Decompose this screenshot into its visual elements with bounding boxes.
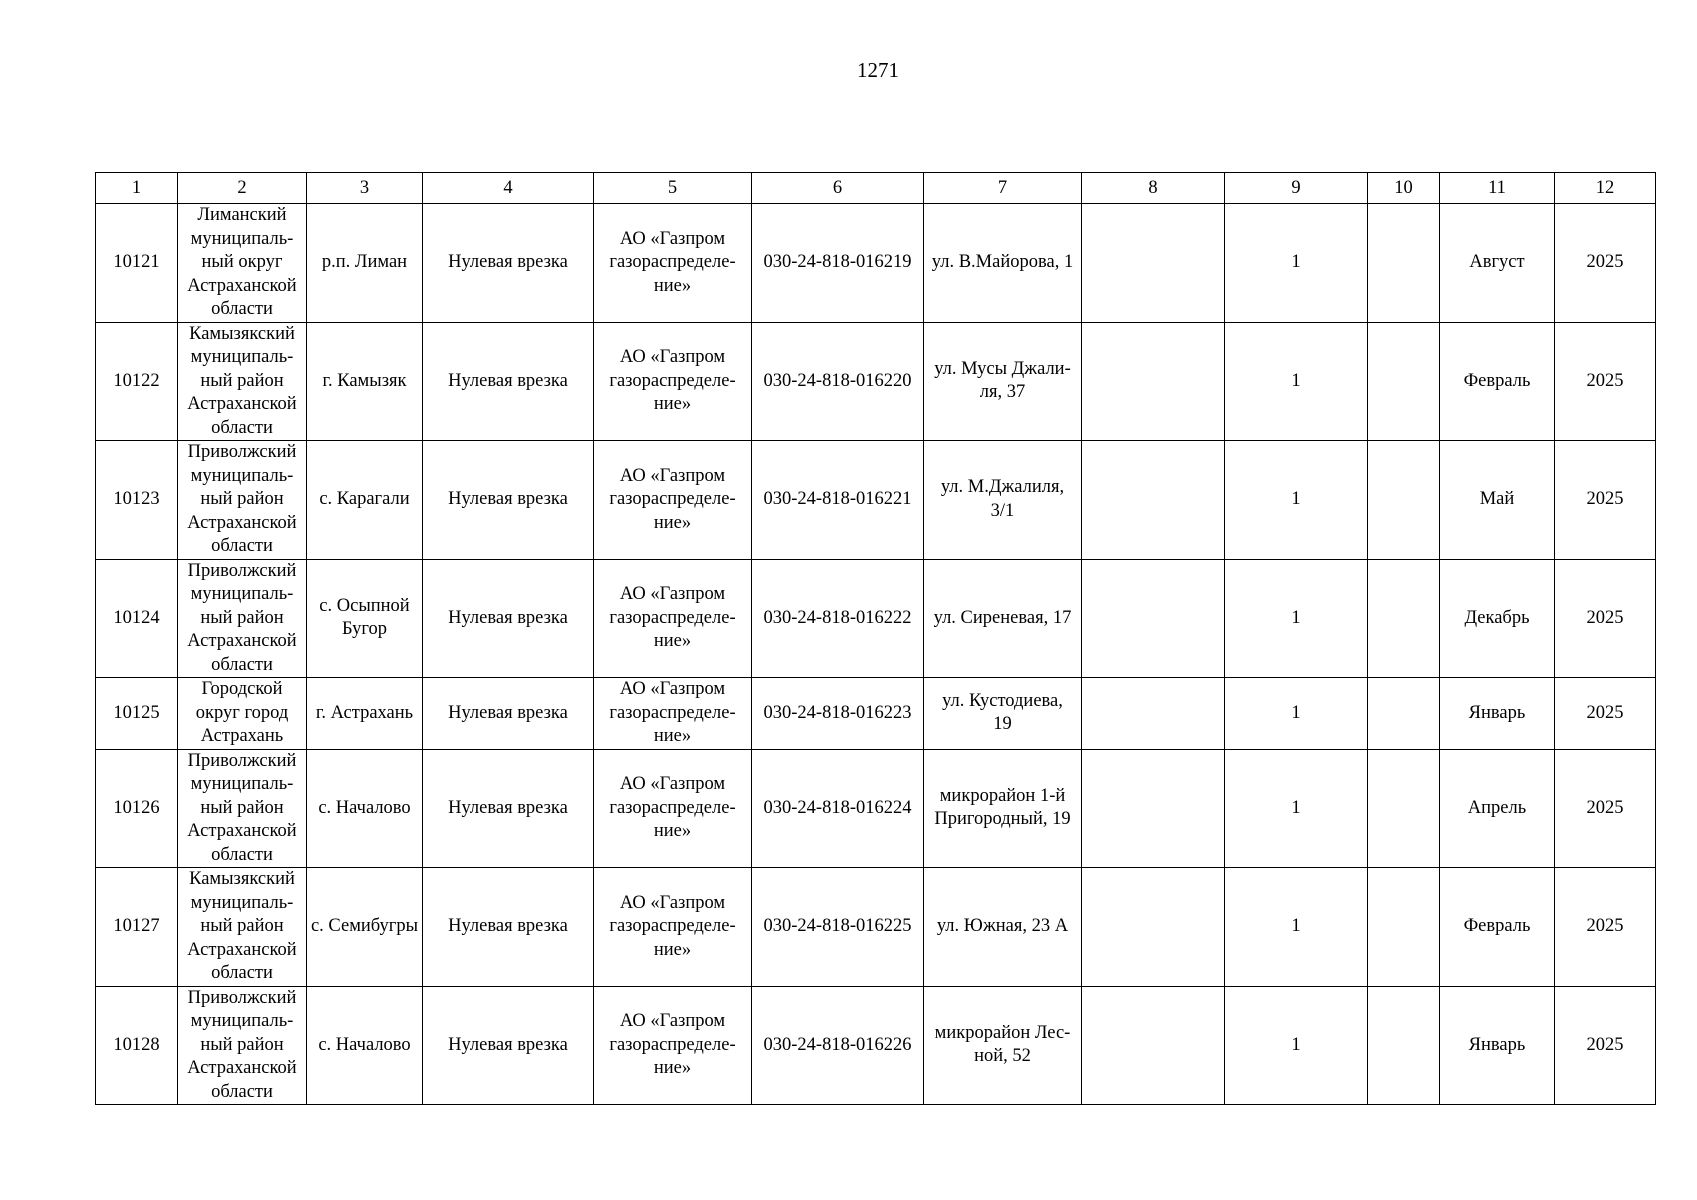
address-cell-line: микрорайон Лес- [934,1022,1071,1043]
address-cell-line: ля, 37 [979,382,1026,403]
address-cell-line: ул. Кустодиева, [942,690,1063,711]
address-cell-line: ул. Южная, 23 А [936,916,1069,936]
district-cell-line: муниципаль- [190,584,294,604]
row-number-cell: 10124 [96,559,178,678]
district-cell-line: ный район [200,1034,284,1055]
district-cell-line: Лиманский [197,205,287,225]
settlement-cell [307,204,423,323]
column-number-10: 10 [1368,173,1440,204]
organization-cell-line: газораспределе- [609,797,736,818]
address-cell [924,678,1082,750]
district-cell-line: муниципаль- [190,347,294,367]
address-cell [924,559,1082,678]
district-cell-line: ный район [200,916,284,936]
column-number-11: 11 [1440,173,1555,204]
quantity-cell: 1 [1225,986,1368,1105]
district-cell-line: Приволжский [187,750,297,771]
column-10-cell [1368,749,1440,868]
month-cell: Февраль [1440,322,1555,441]
month-cell: Апрель [1440,749,1555,868]
settlement-cell [307,441,423,560]
district-cell-line: Астраханской [187,512,297,533]
column-number-9: 9 [1225,173,1368,204]
table-row [96,559,1656,678]
settlement-cell [307,749,423,868]
organization-cell-line: АО «Газпром [619,1011,726,1031]
settlement-cell [307,559,423,678]
address-cell [924,204,1082,323]
column-number-8: 8 [1082,173,1225,204]
district-cell-line: муниципаль- [190,228,294,249]
data-table [95,172,1656,1105]
quantity-cell: 1 [1225,559,1368,678]
district-cell-line: области [211,417,273,438]
address-cell [924,322,1082,441]
district-cell-line: муниципаль- [190,1011,294,1031]
year-cell: 2025 [1555,441,1656,560]
district-cell-line: муниципаль- [190,465,294,486]
district-cell-line: муниципаль- [190,892,294,913]
table-row [96,322,1656,441]
organization-cell-line: газораспределе- [609,252,736,272]
column-number-row [96,173,1656,204]
work-type-cell: Нулевая врезка [423,204,594,323]
address-cell-line: ной, 52 [974,1046,1031,1067]
column-10-cell [1368,204,1440,323]
organization-cell [594,986,752,1105]
organization-cell-line: ние» [653,394,692,414]
month-cell: Февраль [1440,868,1555,987]
address-cell [924,441,1082,560]
year-cell: 2025 [1555,868,1656,987]
settlement-cell-line: с. Карагали [319,489,410,509]
organization-cell-line: АО «Газпром [619,465,726,486]
district-cell [178,986,307,1105]
table-row [96,441,1656,560]
organization-cell [594,749,752,868]
year-cell: 2025 [1555,204,1656,323]
table-row [96,868,1656,987]
object-code-cell: 030-24-818-016224 [752,749,924,868]
address-cell-line: 3/1 [990,500,1015,521]
work-type-cell: Нулевая врезка [423,441,594,560]
column-8-cell [1082,678,1225,750]
month-cell: Май [1440,441,1555,560]
column-10-cell [1368,678,1440,750]
address-cell-line: ул. М.Джалиля, [940,477,1065,498]
table-row [96,678,1656,750]
year-cell: 2025 [1555,678,1656,750]
settlement-cell-line: с. Началово [318,797,411,818]
table-row [96,749,1656,868]
settlement-cell [307,678,423,750]
column-8-cell [1082,749,1225,868]
page-number: 1271 [857,58,899,82]
settlement-cell-line: р.п. Лиман [321,252,408,272]
object-code-cell: 030-24-818-016226 [752,986,924,1105]
organization-cell-line: газораспределе- [609,1034,736,1055]
month-cell: Январь [1440,678,1555,750]
district-cell-line: Астраханской [187,631,297,651]
organization-cell-line: газораспределе- [609,607,736,628]
object-code-cell: 030-24-818-016223 [752,678,924,750]
row-number-cell: 10122 [96,322,178,441]
organization-cell-line: ние» [653,275,692,296]
district-cell-line: области [211,963,273,983]
organization-cell [594,322,752,441]
month-cell: Январь [1440,986,1555,1105]
district-cell-line: муниципаль- [190,774,294,794]
settlement-cell-line: Бугор [341,619,388,640]
organization-cell-line: газораспределе- [609,489,736,509]
district-cell [178,678,307,750]
column-number-2: 2 [178,173,307,204]
column-number-7: 7 [924,173,1082,204]
table-row [96,986,1656,1105]
column-8-cell [1082,204,1225,323]
work-type-cell: Нулевая врезка [423,868,594,987]
organization-cell [594,559,752,678]
address-cell [924,749,1082,868]
district-cell-line: ный район [200,797,284,818]
organization-cell-line: газораспределе- [609,916,736,936]
year-cell: 2025 [1555,559,1656,678]
settlement-cell [307,868,423,987]
district-cell-line: Астраханской [187,275,297,296]
column-number-5: 5 [594,173,752,204]
column-number-4: 4 [423,173,594,204]
district-cell-line: области [211,536,273,556]
district-cell-line: ный район [200,370,284,391]
column-10-cell [1368,322,1440,441]
organization-cell-line: ние» [653,1058,692,1078]
quantity-cell: 1 [1225,204,1368,323]
year-cell: 2025 [1555,986,1656,1105]
organization-cell-line: ние» [653,512,692,533]
table-body [96,173,1656,1105]
address-cell-line: ул. В.Майорова, 1 [931,252,1074,272]
district-cell-line: Астраханской [187,939,297,960]
district-cell-line: Астраханской [187,1058,297,1078]
column-8-cell [1082,322,1225,441]
district-cell [178,868,307,987]
row-number-cell: 10127 [96,868,178,987]
address-cell [924,986,1082,1105]
row-number-cell: 10126 [96,749,178,868]
organization-cell-line: АО «Газпром [619,228,726,249]
organization-cell-line: АО «Газпром [619,584,726,604]
district-cell-line: области [211,844,273,865]
object-code-cell: 030-24-818-016221 [752,441,924,560]
organization-cell-line: газораспределе- [609,370,736,391]
district-cell-line: Астраханской [187,821,297,841]
work-type-cell: Нулевая врезка [423,678,594,750]
object-code-cell: 030-24-818-016220 [752,322,924,441]
year-cell: 2025 [1555,749,1656,868]
organization-cell-line: АО «Газпром [619,679,726,699]
column-10-cell [1368,868,1440,987]
settlement-cell-line: с. Осыпной [319,595,410,616]
quantity-cell: 1 [1225,868,1368,987]
district-cell-line: округ город [195,702,289,723]
address-cell-line: ул. Мусы Джали- [934,358,1071,379]
organization-cell-line: ние» [653,631,692,651]
district-cell [178,559,307,678]
district-cell [178,204,307,323]
organization-cell [594,204,752,323]
organization-cell-line: АО «Газпром [619,347,726,367]
quantity-cell: 1 [1225,749,1368,868]
organization-cell-line: АО «Газпром [619,774,726,794]
table-row [96,204,1656,323]
address-cell-line: 19 [993,714,1012,735]
settlement-cell [307,322,423,441]
object-code-cell: 030-24-818-016225 [752,868,924,987]
settlement-cell [307,986,423,1105]
district-cell-line: Приволжский [187,987,297,1008]
object-code-cell: 030-24-818-016222 [752,559,924,678]
column-8-cell [1082,868,1225,987]
column-8-cell [1082,559,1225,678]
district-cell-line: ный округ [201,252,283,272]
quantity-cell: 1 [1225,322,1368,441]
settlement-cell-line: г. Астрахань [315,702,414,723]
district-cell-line: Астраханской [187,394,297,414]
column-10-cell [1368,441,1440,560]
district-cell-line: Камызякский [189,323,295,344]
row-number-cell: 10125 [96,678,178,750]
column-number-6: 6 [752,173,924,204]
district-cell [178,441,307,560]
organization-cell-line: газораспределе- [609,702,736,723]
column-number-1: 1 [96,173,178,204]
month-cell: Август [1440,204,1555,323]
column-number-12: 12 [1555,173,1656,204]
object-code-cell: 030-24-818-016219 [752,204,924,323]
quantity-cell: 1 [1225,441,1368,560]
district-cell-line: области [211,1081,273,1102]
quantity-cell: 1 [1225,678,1368,750]
organization-cell-line: ние» [653,939,692,960]
year-cell: 2025 [1555,322,1656,441]
district-cell-line: Камызякский [189,869,295,889]
organization-cell [594,678,752,750]
address-cell-line: ул. Сиреневая, 17 [933,607,1072,628]
row-number-cell: 10123 [96,441,178,560]
work-type-cell: Нулевая врезка [423,559,594,678]
address-cell-line: Пригородный, 19 [934,809,1071,830]
district-cell-line: Приволжский [187,442,297,462]
settlement-cell-line: с. Семибугры [310,916,419,936]
settlement-cell-line: г. Камызяк [322,370,407,391]
address-cell-line: микрорайон 1-й [939,785,1066,806]
work-type-cell: Нулевая врезка [423,986,594,1105]
district-cell-line: области [211,654,273,675]
district-cell-line: Городской [201,679,283,699]
district-cell [178,749,307,868]
column-10-cell [1368,986,1440,1105]
district-cell-line: Приволжский [187,560,297,581]
address-cell [924,868,1082,987]
district-cell-line: области [211,299,273,319]
district-cell [178,322,307,441]
row-number-cell: 10121 [96,204,178,323]
column-8-cell [1082,441,1225,560]
district-cell-line: Астрахань [200,726,284,746]
settlement-cell-line: с. Началово [318,1034,411,1055]
organization-cell [594,868,752,987]
district-cell-line: ный район [200,489,284,509]
column-10-cell [1368,559,1440,678]
organization-cell-line: ние» [653,821,692,841]
column-number-3: 3 [307,173,423,204]
organization-cell [594,441,752,560]
organization-cell-line: ние» [653,726,692,746]
work-type-cell: Нулевая врезка [423,322,594,441]
month-cell: Декабрь [1440,559,1555,678]
work-type-cell: Нулевая врезка [423,749,594,868]
column-8-cell [1082,986,1225,1105]
row-number-cell: 10128 [96,986,178,1105]
organization-cell-line: АО «Газпром [619,892,726,913]
district-cell-line: ный район [200,607,284,628]
